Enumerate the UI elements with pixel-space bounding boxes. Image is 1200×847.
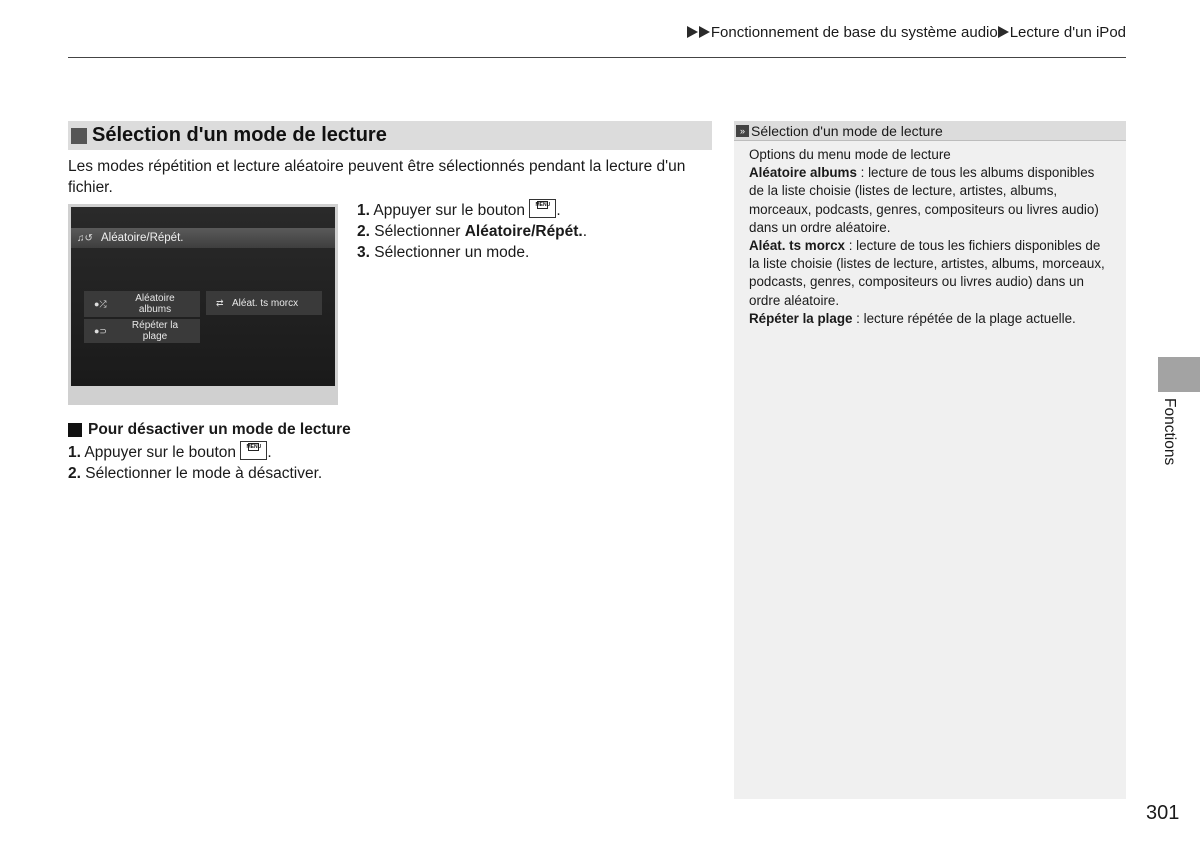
list-item <box>357 242 587 263</box>
screen-title-bar <box>71 228 335 248</box>
shuffle-album-icon: ●⤮ <box>94 298 107 309</box>
square-icon <box>68 423 82 437</box>
step-text: Appuyer sur le bouton <box>373 202 526 219</box>
sidebar-intro: Options du menu mode de lecture <box>749 147 951 162</box>
reference-arrow-icon: » <box>736 125 749 137</box>
sidebar-desc: : lecture répétée de la plage actuelle. <box>852 310 1076 326</box>
screen-option-label: Répéter la plage <box>131 320 179 342</box>
screen-option[interactable] <box>84 319 200 343</box>
triangle-icon <box>687 26 698 38</box>
intro-paragraph: Les modes répétition et lecture aléatoire peuvent être sélectionnés pendant la lecture d'un fichier. <box>68 158 686 196</box>
menu-button-icon: MENU <box>529 199 556 218</box>
triangle-icon <box>699 26 710 38</box>
page-number: 301 <box>1146 802 1180 824</box>
shuffle-all-icon: ⇄ <box>216 297 224 308</box>
sidebar-body <box>734 141 1126 328</box>
chapter-tab-label: Fonctions <box>1161 398 1178 466</box>
music-repeat-icon: ♫↺ <box>77 232 93 244</box>
step-suffix: . <box>556 202 561 219</box>
step-number: 3. <box>357 244 370 261</box>
sidebar-term: Répéter la plage <box>749 310 853 326</box>
step-text: Sélectionner <box>374 223 461 240</box>
menu-button-icon: MENU <box>240 441 267 460</box>
breadcrumb-item[interactable]: Lecture d'un iPod <box>1009 24 1126 41</box>
list-item <box>357 199 587 221</box>
section-title: Sélection d'un mode de lecture <box>92 124 387 146</box>
sidebar-term: Aléatoire albums <box>749 165 857 181</box>
sidebar-item <box>749 310 1112 328</box>
repeat-track-icon: ●⊃ <box>94 325 107 336</box>
breadcrumb-item[interactable]: Fonctionnement de base du système audio <box>710 24 998 41</box>
header-divider <box>68 57 1126 58</box>
display-screen <box>71 207 335 386</box>
screen-option-label: Aléatoire albums <box>135 293 175 315</box>
sidebar-desc: : lecture de tous les fichiers disponibles de la liste choisie (listes de lecture, artistes, albums, morceaux, podcasts, genres, compositeurs ou livres audio) dans un ordre aléatoire. <box>749 238 1105 308</box>
substeps-list <box>68 441 322 484</box>
screen-option-label: Aléat. ts morcx <box>232 297 299 309</box>
step-bold: Aléatoire/Répét. <box>464 223 583 240</box>
sidebar-term: Aléat. ts morcx <box>749 238 846 254</box>
step-number: 1. <box>68 444 81 461</box>
screen-option[interactable] <box>84 291 200 317</box>
screen-option[interactable] <box>206 291 322 315</box>
subsection-title: Pour désactiver un mode de lecture <box>88 421 351 438</box>
triangle-icon <box>998 26 1009 38</box>
section-heading <box>68 121 712 150</box>
screen-illustration <box>68 204 338 405</box>
list-item <box>68 463 322 484</box>
step-suffix: . <box>267 444 272 461</box>
screen-title: Aléatoire/Répét. <box>101 232 184 244</box>
sidebar-desc: : lecture de tous les albums disponibles de la liste choisie (listes de lecture, artistes, albums, morceaux, podcasts, genres, compositeurs ou livres audio) dans un ordre aléatoire. <box>749 165 1099 235</box>
breadcrumb <box>687 24 1126 41</box>
list-item <box>68 441 322 463</box>
sidebar-title: Sélection d'un mode de lecture <box>751 122 943 139</box>
subsection-heading <box>68 421 351 439</box>
steps-list <box>357 199 587 263</box>
sidebar-heading <box>734 121 1126 141</box>
step-number: 1. <box>357 202 370 219</box>
notes-sidebar <box>734 121 1126 799</box>
step-number: 2. <box>357 223 370 240</box>
chapter-tab[interactable] <box>1158 357 1200 392</box>
step-suffix: . <box>582 223 588 240</box>
list-item <box>357 221 587 242</box>
sidebar-item <box>749 164 1112 237</box>
step-text: Appuyer sur le bouton <box>84 444 237 461</box>
step-text: Sélectionner le mode à désactiver. <box>85 465 323 482</box>
square-icon <box>71 128 87 144</box>
step-text: Sélectionner un mode. <box>374 244 530 261</box>
step-number: 2. <box>68 465 81 482</box>
sidebar-item <box>749 237 1112 310</box>
